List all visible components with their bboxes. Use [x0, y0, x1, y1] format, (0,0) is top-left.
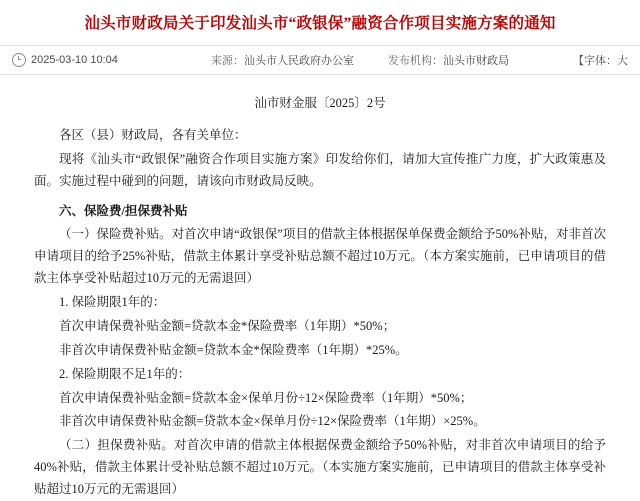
clause-1-1: 1. 保险期限1年的：	[59, 295, 166, 310]
publish-date: 2025-03-10 10:04	[31, 53, 118, 66]
clause-1: （一）保险费补贴。对首次申请“政银保”项目的借款主体根据保单保费金额给予50%补贴，对非首次申请项目的给予25%补贴，借款主体累计享受补贴总额不超过10万元。（本方案实施前，已申请项目的借款主体享受补贴超过10万元的无需退回）	[34, 227, 606, 286]
font-size-control[interactable]: 【字体：大	[573, 54, 628, 67]
clock-icon	[12, 53, 26, 67]
clause-2: （二）担保费补贴。对首次申请的借款主体根据保费金额给予50%补贴，对非首次申请项目的给予40%补贴，借款主体累计受补贴总额不超过10万元。（本实施方案实施前，已申请项目的借款主体享受补贴超过10万元的无需退回）	[34, 438, 606, 497]
clause-1-1-formula-first: 首次申请保费补贴金额=贷款本金*保险费率（1年期）*50%；	[59, 318, 396, 333]
meta-source	[211, 52, 354, 68]
clause-1-2-formula-repeat: 非首次申请保费补贴金额=贷款本金×保单月份÷12×保险费率（1年期）×25%。	[59, 414, 486, 429]
meta-publisher	[388, 52, 509, 68]
meta-source-label: 来源：	[211, 54, 244, 67]
meta-publisher-value: 汕头市财政局	[443, 54, 509, 67]
document-body	[0, 125, 640, 501]
meta-date-group	[12, 53, 182, 67]
section-heading: 六、保险费/担保费补贴	[59, 203, 188, 218]
title-bar	[0, 0, 640, 45]
paragraph-intro: 现将《汕头市“政银保”融资合作项目实施方案》印发给你们，请加大宣传推广力度，扩大政策惠及面。实施过程中碰到的问题，请该向市财政局反映。	[34, 151, 606, 188]
meta-center-group	[182, 52, 538, 68]
document-number: 汕市财金服〔2025〕2号	[254, 95, 386, 110]
meta-publisher-label: 发布机构：	[388, 54, 443, 67]
clause-1-1-formula-repeat: 非首次申请保费补贴金额=贷款本金*保险费率（1年期）*25%。	[59, 342, 408, 357]
clause-1-2-formula-first: 首次申请保费补贴金额=贷款本金×保单月份÷12×保险费率（1年期）*50%；	[59, 390, 473, 405]
clause-1-2: 2. 保险期限不足1年的：	[59, 366, 191, 381]
meta-source-value: 汕头市人民政府办公室	[244, 54, 354, 67]
page-title: 汕头市财政局关于印发汕头市“政银保”融资合作项目实施方案的通知	[84, 15, 556, 32]
paragraph-salutation: 各区（县）财政局，各有关单位：	[59, 127, 247, 142]
document-meta-bar	[0, 45, 640, 75]
